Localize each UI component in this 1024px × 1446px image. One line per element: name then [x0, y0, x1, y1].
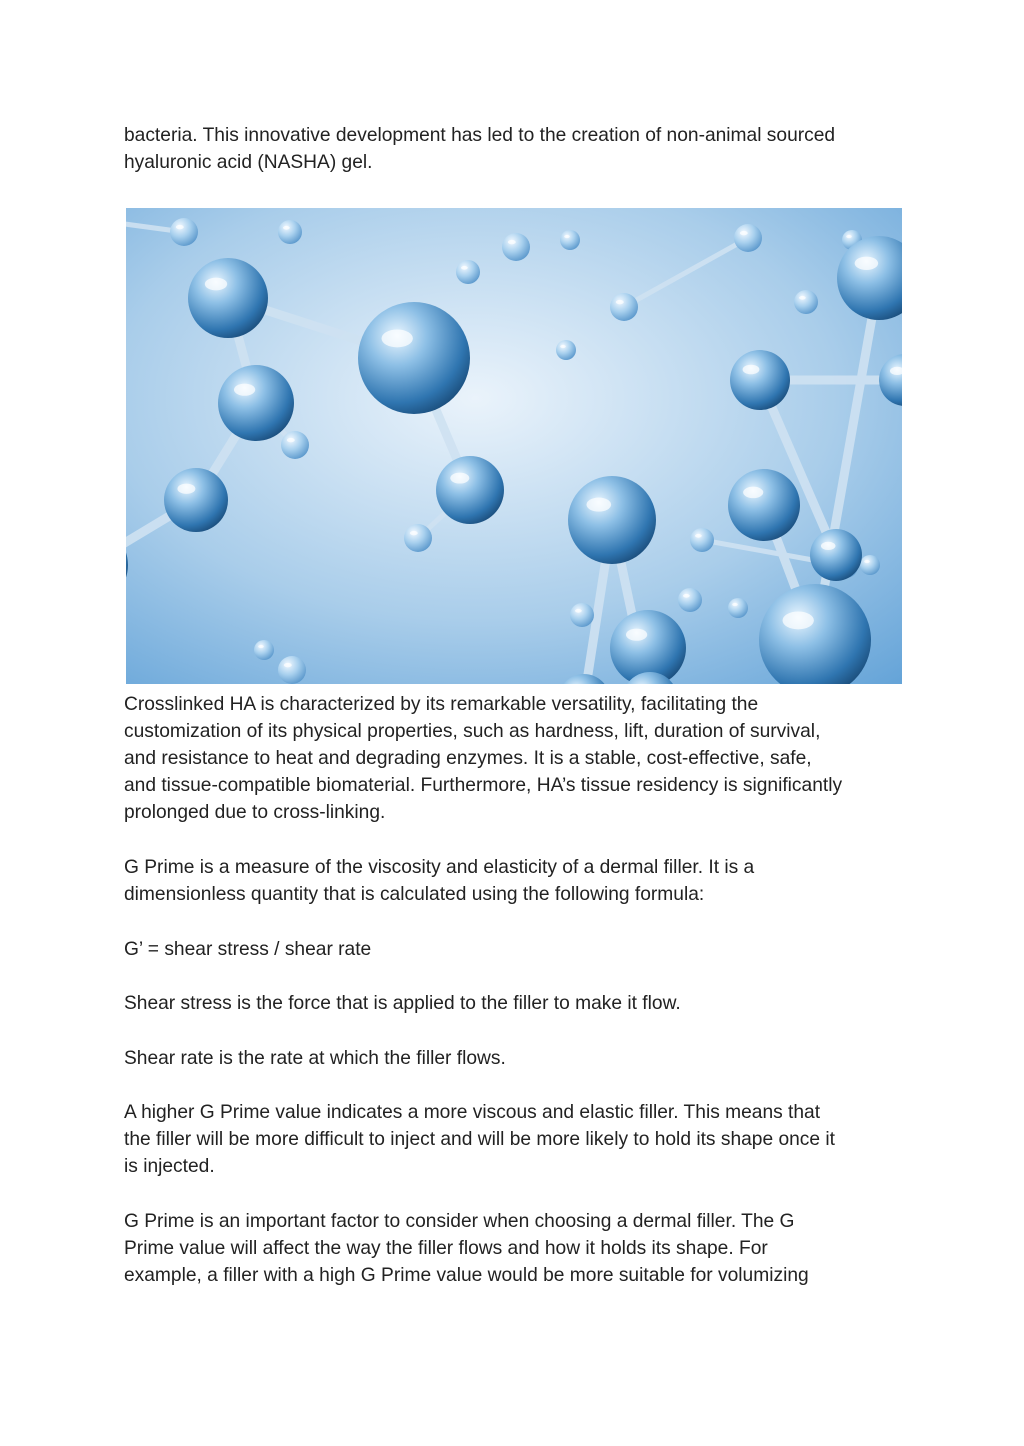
sphere-highlight: [410, 531, 418, 535]
sphere-highlight: [382, 329, 413, 347]
sphere-highlight: [508, 240, 516, 244]
paragraph-g-prime-importance: G Prime is an important factor to consider when choosing a dermal filler. The G Prime value will affect the way the filler flows and how it holds its shape. For example, a filler with a high G Prime value would be more suitable for volumizing: [124, 1211, 809, 1286]
sphere-highlight: [258, 645, 264, 648]
molecule-sphere: [281, 431, 309, 459]
sphere-highlight: [799, 296, 806, 300]
molecule-sphere: [728, 598, 748, 618]
molecule-sphere: [556, 340, 576, 360]
sphere-highlight: [283, 226, 290, 230]
sphere-highlight: [783, 611, 814, 629]
molecule-sphere: [678, 588, 702, 612]
molecule-sphere: [278, 656, 306, 684]
molecule-sphere: [610, 293, 638, 321]
sphere-highlight: [855, 257, 879, 270]
molecule-sphere: [164, 468, 228, 532]
molecule-sphere: [810, 529, 862, 581]
sphere-highlight: [575, 609, 582, 613]
molecule-sphere: [218, 365, 294, 441]
sphere-highlight: [626, 629, 647, 641]
paragraph-g-prime-definition: G Prime is a measure of the viscosity and elasticity of a dermal filler. It is a dimensionless quantity that is calculated using the following formula:: [124, 857, 755, 905]
paragraph-crosslinked-ha: Crosslinked HA is characterized by its remarkable versatility, facilitating the customization of its physical properties, such as hardness, lift, duration of survival, and resistance to heat and degrading enzymes. It is a stable, cost-effective, safe, and tissue-compatible biomaterial. Furthermore, HA’s tissue residency is significantly prolonged due to cross-linking.: [124, 694, 843, 823]
molecule-sphere: [358, 302, 470, 414]
sphere-highlight: [234, 384, 255, 396]
molecule-sphere: [734, 224, 762, 252]
molecule-sphere: [278, 220, 302, 244]
sphere-highlight: [205, 278, 227, 291]
sphere-highlight: [616, 300, 624, 304]
sphere-highlight: [743, 365, 760, 375]
molecule-sphere: [170, 218, 198, 246]
paragraph-shear-stress: Shear stress is the force that is applied to the filler to make it flow.: [124, 993, 681, 1014]
sphere-highlight: [695, 534, 702, 538]
molecule-sphere: [404, 524, 432, 552]
sphere-highlight: [450, 473, 469, 484]
sphere-highlight: [740, 231, 748, 235]
sphere-highlight: [586, 498, 611, 512]
sphere-highlight: [177, 484, 195, 494]
molecule-sphere: [560, 230, 580, 250]
sphere-highlight: [864, 560, 870, 563]
molecule-sphere: [456, 260, 480, 284]
molecule-sphere: [502, 233, 530, 261]
sphere-highlight: [821, 542, 836, 550]
paragraph-formula: G’ = shear stress / shear rate: [124, 939, 372, 960]
sphere-highlight: [560, 345, 566, 348]
molecule-sphere: [794, 290, 818, 314]
molecule-illustration: [126, 208, 902, 684]
molecule-sphere: [436, 456, 504, 524]
sphere-highlight: [732, 603, 738, 606]
sphere-highlight: [743, 487, 763, 499]
molecule-sphere: [860, 555, 880, 575]
molecule-sphere: [568, 476, 656, 564]
sphere-highlight: [461, 266, 468, 270]
molecule-sphere: [728, 469, 800, 541]
sphere-highlight: [284, 663, 292, 667]
molecule-sphere: [188, 258, 268, 338]
molecule-sphere: [690, 528, 714, 552]
paragraph-higher-g-prime: A higher G Prime value indicates a more viscous and elastic filler. This means that the filler will be more difficult to inject and will be more likely to hold its shape once it is injected.: [124, 1102, 835, 1177]
sphere-highlight: [287, 438, 295, 442]
sphere-highlight: [176, 225, 184, 229]
molecule-sphere: [570, 603, 594, 627]
molecule-sphere: [730, 350, 790, 410]
molecule-sphere: [254, 640, 274, 660]
sphere-highlight: [683, 594, 690, 598]
sphere-highlight: [564, 235, 570, 238]
paragraph-intro: bacteria. This innovative development has led to the creation of non-animal sourced hyaluronic acid (NASHA) gel.: [124, 125, 836, 173]
sphere-highlight: [846, 235, 852, 238]
paragraph-shear-rate: Shear rate is the rate at which the filler flows.: [124, 1048, 506, 1069]
